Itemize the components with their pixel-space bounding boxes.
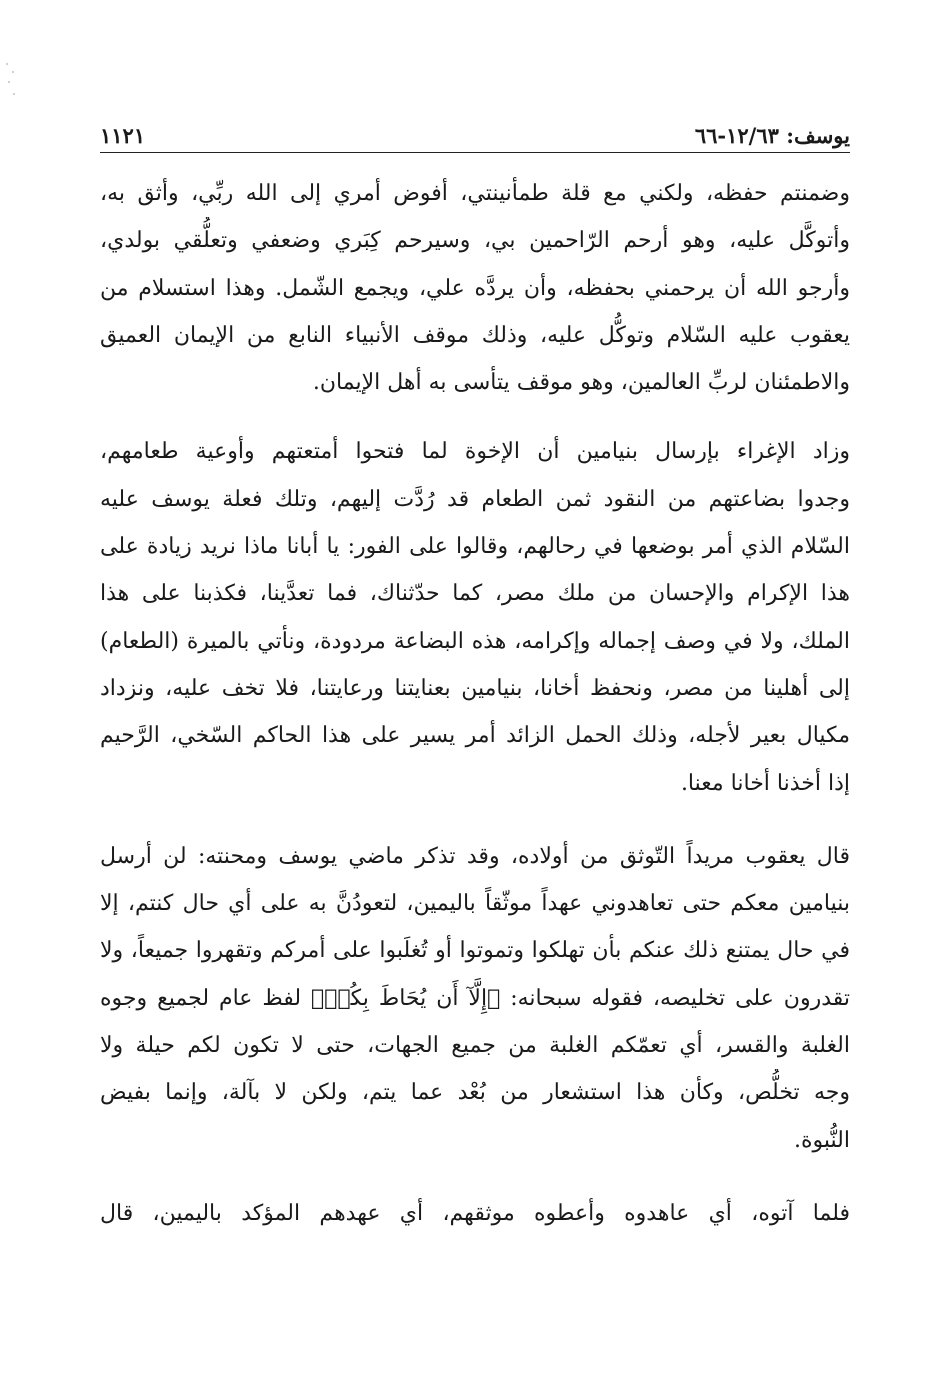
text-line: إلى أهلينا من مصر، ونحفظ أخانا، بنيامين بعنايتنا ورعايتنا، فلا تخف عليه، ونزداد — [100, 675, 850, 701]
page-body — [100, 170, 850, 1263]
paragraph — [100, 1190, 850, 1237]
text-line: تقدرون على تخليصه، فقوله سبحانه: ﴿إِلَّآ أَن يُحَاطَ بِكُمۡ﴾ لفظ عام لجميع وجوه — [100, 985, 850, 1011]
text-line: إذا أخذنا أخانا معنا. — [680, 770, 850, 796]
text-line: وجدوا بضاعتهم من النقود ثمن الطعام قد رُدَّت إليهم، وتلك فعلة يوسف عليه — [100, 486, 850, 512]
page-number: ١١٢١ — [100, 123, 146, 148]
text-line: وضمنتم حفظه، ولكني مع قلة طمأنينتي، أفوض أمري إلى الله ربِّي، وأثق به، — [100, 181, 850, 206]
text-line: هذا الإكرام والإحسان من ملك مصر، كما حدّثناك، فما تعدَّينا، فكذبنا على هذا — [100, 581, 850, 607]
scan-artifact-mark — [4, 60, 18, 100]
text-line: وأتوكَّل عليه، وهو أرحم الرّاحمين بي، وسيرحم كِبَري وضعفي وتعلُّقي بولدي، — [100, 228, 850, 254]
text-line: وزاد الإغراء بإرسال بنيامين أن الإخوة لما فتحوا أمتعتهم وأوعية طعامهم، — [100, 439, 850, 465]
book-page — [100, 0, 850, 1373]
text-line: مكيال بعير لأجله، وذلك الحمل الزائد أمر يسير على هذا الحاكم السّخي، الرَّحيم — [100, 723, 850, 749]
text-line: وأرجو الله أن يرحمني بحفظه، وأن يردَّه علي، ويجمع الشّمل. وهذا استسلام من — [100, 275, 850, 301]
paragraph — [100, 833, 850, 1164]
running-head: يوسف: ١٢/٦٣-٦٦ — [694, 123, 850, 148]
page-header — [100, 116, 850, 153]
text-line: بنيامين معكم حتى تعاهدوني عهداً موثّقاً باليمين، لتعودُنَّ به على أي حال كنتم، إلا — [100, 891, 850, 917]
text-line: في حال يمتنع ذلك عنكم بأن تهلكوا وتموتوا أو تُغلَبوا على أمركم وتقهروا جميعاً، ولا — [100, 938, 850, 964]
paragraph — [100, 170, 850, 406]
text-line: الغلبة والقسر، أي تعمّكم الغلبة من جميع الجهات، حتى لا تكون لكم حيلة ولا — [100, 1033, 850, 1059]
text-line: النُّبوة. — [794, 1127, 850, 1153]
text-line: السّلام الذي أمر بوضعها في رحالهم، وقالوا على الفور: يا أبانا ماذا نريد زيادة على — [100, 534, 850, 560]
text-line: وجه تخلُّص، وكأن هذا استشعار من بُعْد عما يتم، ولكن لا بآلة، وإنما بفيض — [100, 1080, 850, 1106]
paragraph — [100, 428, 850, 806]
text-line: يعقوب عليه السّلام وتوكُّل عليه، وذلك موقف الأنبياء النابع من الإيمان العميق — [100, 322, 850, 348]
text-line: فلما آتوه، أي عاهدوه وأعطوه موثقهم، أي عهدهم المؤكد باليمين، قال — [100, 1200, 850, 1226]
text-line: قال يعقوب مريداً التّوثق من أولاده، وقد تذكر ماضي يوسف ومحنته: لن أرسل — [100, 843, 850, 869]
text-line: والاطمئنان لربِّ العالمين، وهو موقف يتأسى به أهل الإيمان. — [312, 370, 850, 396]
text-line: الملك، ولا في وصف إجماله وإكرامه، هذه البضاعة مردودة، ونأتي بالميرة (الطعام) — [100, 628, 850, 654]
